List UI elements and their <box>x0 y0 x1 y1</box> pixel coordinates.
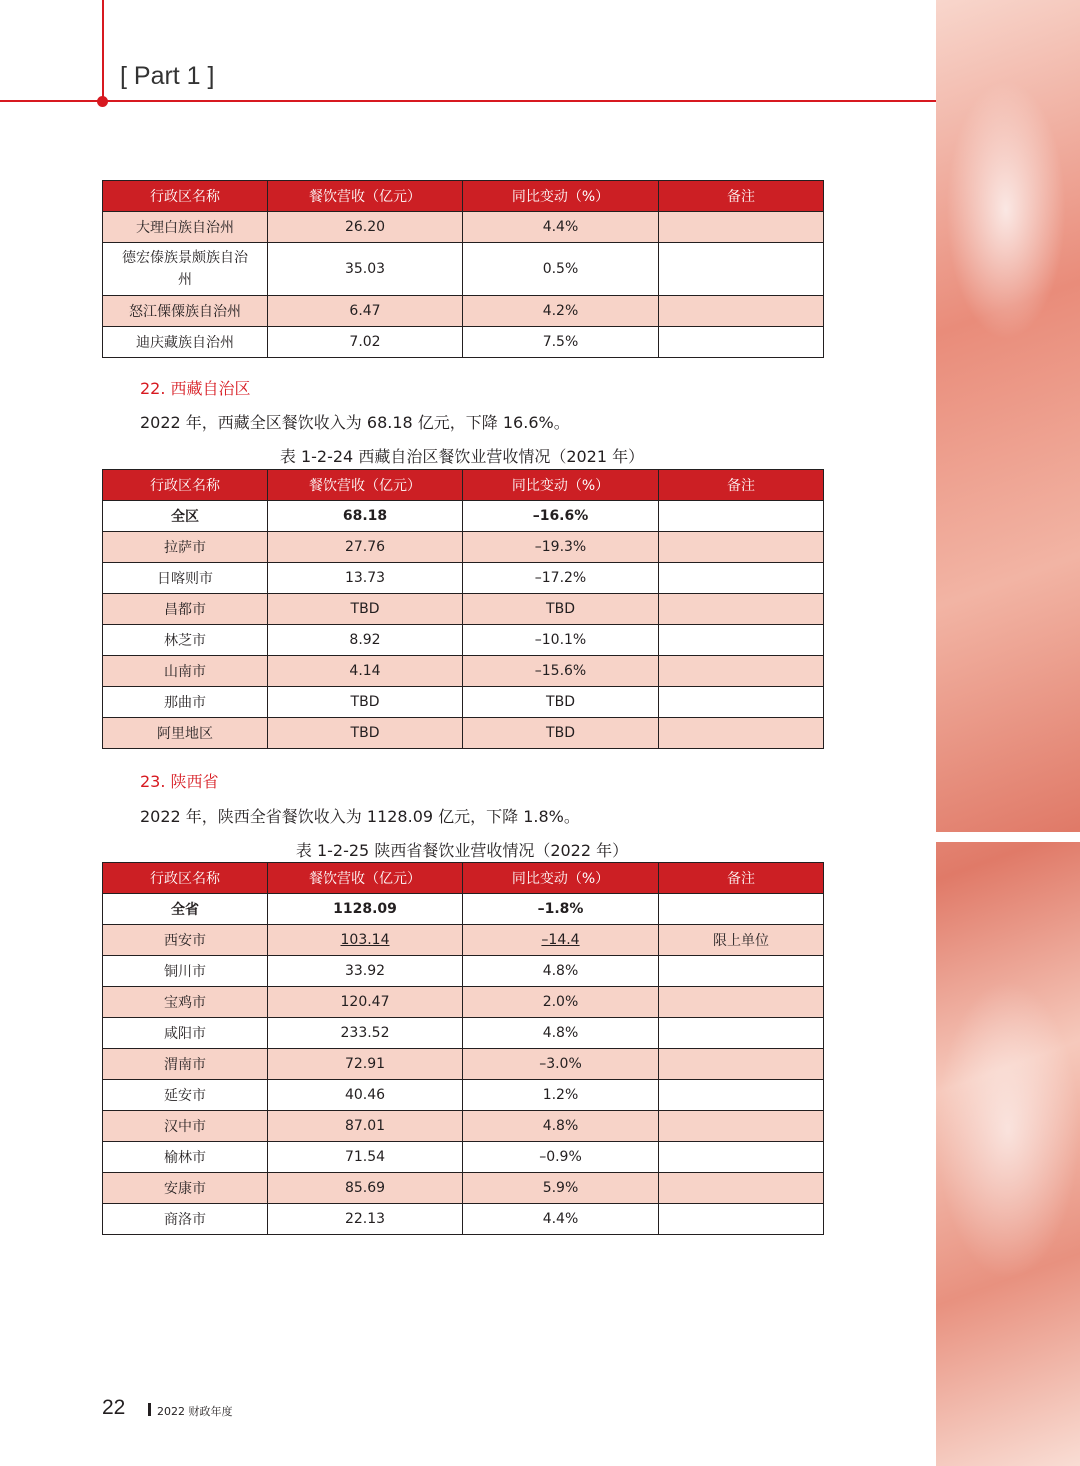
note-cell <box>659 987 824 1018</box>
change-cell: –0.9% <box>463 1142 659 1173</box>
table-header-row <box>103 181 824 212</box>
column-header: 备注 <box>659 470 824 501</box>
table-row <box>103 956 824 987</box>
region-cell: 西安市 <box>103 925 268 956</box>
change-cell: 4.2% <box>463 296 659 327</box>
change-cell: –16.6% <box>463 501 659 532</box>
region-cell: 日喀则市 <box>103 563 268 594</box>
decorative-photo-strip <box>936 0 1080 1466</box>
note-cell <box>659 563 824 594</box>
region-cell: 榆林市 <box>103 1142 268 1173</box>
region-cell: 阿里地区 <box>103 718 268 749</box>
table-row <box>103 212 824 243</box>
revenue-cell: TBD <box>268 594 463 625</box>
region-cell: 那曲市 <box>103 687 268 718</box>
change-cell: 4.4% <box>463 212 659 243</box>
column-header: 餐饮营收（亿元） <box>268 470 463 501</box>
table-row <box>103 925 824 956</box>
revenue-cell: 120.47 <box>268 987 463 1018</box>
table-header-row <box>103 470 824 501</box>
table-row <box>103 987 824 1018</box>
region-cell: 怒江傈僳族自治州 <box>103 296 268 327</box>
note-cell: 限上单位 <box>659 925 824 956</box>
table-row <box>103 501 824 532</box>
region-cell: 全区 <box>103 501 268 532</box>
region-cell: 大理白族自治州 <box>103 212 268 243</box>
change-cell: –1.8% <box>463 894 659 925</box>
revenue-cell: 103.14 <box>268 925 463 956</box>
change-cell: 1.2% <box>463 1080 659 1111</box>
table-row <box>103 532 824 563</box>
table-row <box>103 1111 824 1142</box>
section-paragraph: 2022 年，西藏全区餐饮收入为 68.18 亿元，下降 16.6%。 <box>140 413 570 432</box>
table-row <box>103 296 824 327</box>
table-row <box>103 243 824 296</box>
note-cell <box>659 594 824 625</box>
note-cell <box>659 1204 824 1235</box>
section-paragraph: 2022 年，陕西全省餐饮收入为 1128.09 亿元，下降 1.8%。 <box>140 807 580 826</box>
change-cell: 7.5% <box>463 327 659 358</box>
revenue-cell: 27.76 <box>268 532 463 563</box>
note-cell <box>659 1080 824 1111</box>
region-cell: 延安市 <box>103 1080 268 1111</box>
header-dot <box>97 96 108 107</box>
region-cell: 宝鸡市 <box>103 987 268 1018</box>
note-cell <box>659 1049 824 1080</box>
note-cell <box>659 243 824 296</box>
region-cell: 咸阳市 <box>103 1018 268 1049</box>
change-cell: 4.8% <box>463 956 659 987</box>
change-cell: –3.0% <box>463 1049 659 1080</box>
region-cell: 拉萨市 <box>103 532 268 563</box>
change-cell: 0.5% <box>463 243 659 296</box>
column-header: 餐饮营收（亿元） <box>268 863 463 894</box>
revenue-cell: 40.46 <box>268 1080 463 1111</box>
revenue-cell: 68.18 <box>268 501 463 532</box>
revenue-cell: TBD <box>268 718 463 749</box>
revenue-cell: 26.20 <box>268 212 463 243</box>
region-cell: 铜川市 <box>103 956 268 987</box>
note-cell <box>659 1173 824 1204</box>
region-cell: 渭南市 <box>103 1049 268 1080</box>
footer-divider <box>148 1403 151 1416</box>
section-heading: 23. 陕西省 <box>140 772 219 791</box>
region-cell: 林芝市 <box>103 625 268 656</box>
note-cell <box>659 212 824 243</box>
note-cell <box>659 687 824 718</box>
column-header: 餐饮营收（亿元） <box>268 181 463 212</box>
note-cell <box>659 656 824 687</box>
revenue-cell: 71.54 <box>268 1142 463 1173</box>
change-cell: –15.6% <box>463 656 659 687</box>
table-row <box>103 594 824 625</box>
table-row <box>103 327 824 358</box>
table-row <box>103 656 824 687</box>
revenue-cell: TBD <box>268 687 463 718</box>
header-horizontal-rule <box>0 100 936 102</box>
table-row <box>103 1142 824 1173</box>
change-cell: –14.4 <box>463 925 659 956</box>
revenue-cell: 8.92 <box>268 625 463 656</box>
note-cell <box>659 1142 824 1173</box>
region-cell: 汉中市 <box>103 1111 268 1142</box>
column-header: 备注 <box>659 863 824 894</box>
revenue-cell: 13.73 <box>268 563 463 594</box>
change-cell: 5.9% <box>463 1173 659 1204</box>
note-cell <box>659 956 824 987</box>
region-cell: 昌都市 <box>103 594 268 625</box>
revenue-cell: 22.13 <box>268 1204 463 1235</box>
column-header: 行政区名称 <box>103 863 268 894</box>
change-cell: 4.4% <box>463 1204 659 1235</box>
table-row <box>103 718 824 749</box>
column-header: 行政区名称 <box>103 181 268 212</box>
header-vertical-rule <box>102 0 104 100</box>
table-header-row <box>103 863 824 894</box>
change-cell: –10.1% <box>463 625 659 656</box>
revenue-cell: 6.47 <box>268 296 463 327</box>
revenue-cell: 72.91 <box>268 1049 463 1080</box>
revenue-cell: 87.01 <box>268 1111 463 1142</box>
revenue-cell: 1128.09 <box>268 894 463 925</box>
yunnan-table <box>102 180 824 358</box>
region-cell: 商洛市 <box>103 1204 268 1235</box>
table-row <box>103 1080 824 1111</box>
revenue-cell: 35.03 <box>268 243 463 296</box>
table-row <box>103 894 824 925</box>
table-row <box>103 1018 824 1049</box>
region-cell: 安康市 <box>103 1173 268 1204</box>
note-cell <box>659 532 824 563</box>
publication-title: 2022 财政年度 <box>157 1405 233 1418</box>
change-cell: TBD <box>463 718 659 749</box>
region-cell: 山南市 <box>103 656 268 687</box>
column-header: 同比变动（%） <box>463 863 659 894</box>
column-header: 同比变动（%） <box>463 470 659 501</box>
change-cell: TBD <box>463 687 659 718</box>
note-cell <box>659 894 824 925</box>
revenue-cell: 33.92 <box>268 956 463 987</box>
note-cell <box>659 625 824 656</box>
note-cell <box>659 1018 824 1049</box>
revenue-cell: 233.52 <box>268 1018 463 1049</box>
column-header: 行政区名称 <box>103 470 268 501</box>
region-cell: 德宏傣族景颇族自治州 <box>103 243 268 296</box>
table-row <box>103 1049 824 1080</box>
page-number: 22 <box>102 1396 126 1419</box>
region-cell: 全省 <box>103 894 268 925</box>
shaanxi-table <box>102 862 824 1235</box>
note-cell <box>659 327 824 358</box>
column-header: 备注 <box>659 181 824 212</box>
revenue-cell: 7.02 <box>268 327 463 358</box>
note-cell <box>659 296 824 327</box>
revenue-cell: 4.14 <box>268 656 463 687</box>
change-cell: 4.8% <box>463 1111 659 1142</box>
note-cell <box>659 501 824 532</box>
part-label: [ Part 1 ] <box>120 62 215 90</box>
change-cell: –17.2% <box>463 563 659 594</box>
note-cell <box>659 1111 824 1142</box>
table-row <box>103 1204 824 1235</box>
table-row <box>103 687 824 718</box>
tibet-table <box>102 469 824 749</box>
region-cell: 迪庆藏族自治州 <box>103 327 268 358</box>
column-header: 同比变动（%） <box>463 181 659 212</box>
table-row <box>103 1173 824 1204</box>
section-heading: 22. 西藏自治区 <box>140 379 251 398</box>
change-cell: 4.8% <box>463 1018 659 1049</box>
table-caption: 表 1-2-24 西藏自治区餐饮业营收情况（2021 年） <box>279 447 645 466</box>
change-cell: –19.3% <box>463 532 659 563</box>
table-caption: 表 1-2-25 陕西省餐饮业营收情况（2022 年） <box>295 841 629 860</box>
revenue-cell: 85.69 <box>268 1173 463 1204</box>
table-row <box>103 563 824 594</box>
change-cell: 2.0% <box>463 987 659 1018</box>
table-row <box>103 625 824 656</box>
note-cell <box>659 718 824 749</box>
change-cell: TBD <box>463 594 659 625</box>
